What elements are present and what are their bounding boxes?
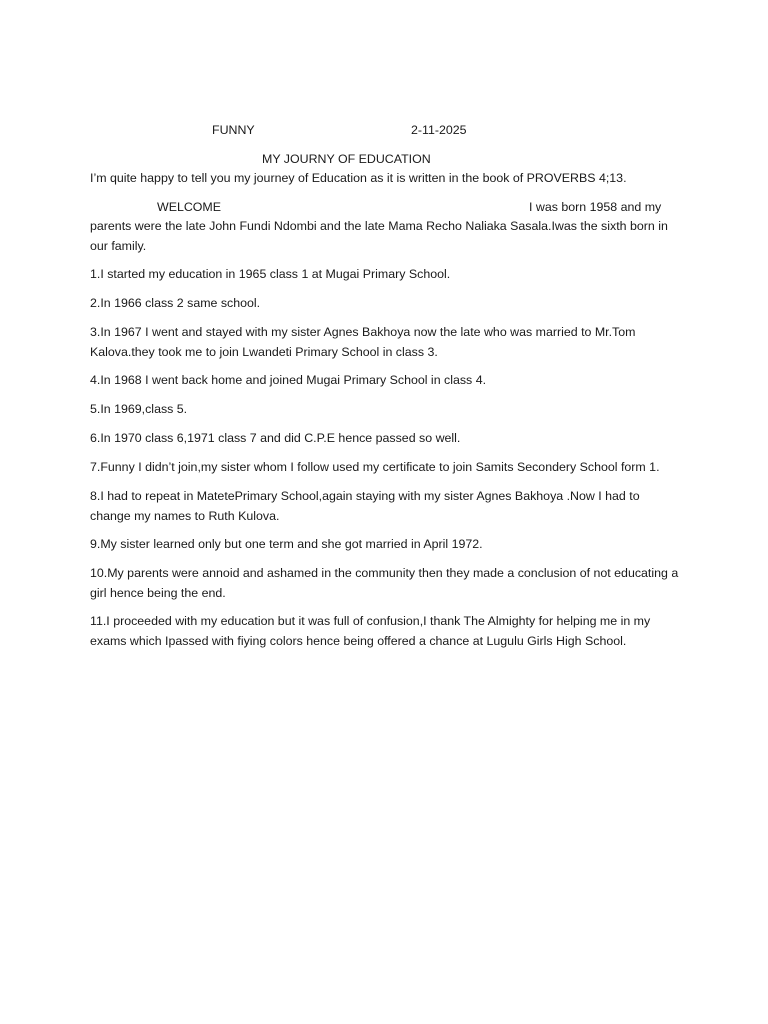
intro-paragraph: I’m quite happy to tell you my journey of Education as it is written in the book of PROVERBS 4;13.: [90, 171, 627, 185]
document-date: 2-11-2025: [411, 123, 467, 137]
welcome-label: WELCOME: [157, 200, 222, 214]
birth-text-continuation: parents were the late John Fundi Ndombi and the late Mama Recho Naliaka Sasala.Iwas the sixth born in our family.: [90, 219, 668, 253]
list-item: 1.I started my education in 1965 class 1 at Mugai Primary School.: [90, 267, 451, 281]
list-item: 7.Funny I didn’t join,my sister whom I follow used my certificate to join Samits Secondery School form 1.: [90, 460, 660, 474]
list-item: 6.In 1970 class 6,1971 class 7 and did C.P.E hence passed so well.: [90, 431, 461, 445]
document-title: MY JOURNY OF EDUCATION: [262, 152, 431, 166]
list-item: 5.In 1969,class 5.: [90, 402, 188, 416]
birth-text-start: I was born 1958 and my: [529, 200, 662, 214]
list-item: 11.I proceeded with my education but it was full of confusion,I thank The Almighty for helping me in my exams which Ipassed with fiying colors hence being offered a chance at Lugulu Girls High School.: [90, 614, 651, 648]
list-item: 8.I had to repeat in MatetePrimary School,again staying with my sister Agnes Bakhoya .Now I had to change my names to Ruth Kulova.: [90, 489, 640, 523]
list-item: 3.In 1967 I went and stayed with my sister Agnes Bakhoya now the late who was married to Mr.Tom Kalova.they took me to join Lwandeti Primary School in class 3.: [90, 325, 636, 359]
list-item: 2.In 1966 class 2 same school.: [90, 296, 261, 310]
author-name: FUNNY: [212, 123, 255, 137]
list-item: 10.My parents were annoid and ashamed in the community then they made a conclusion of not educating a girl hence being the end.: [90, 566, 679, 600]
list-item: 4.In 1968 I went back home and joined Mugai Primary School in class 4.: [90, 373, 487, 387]
list-item: 9.My sister learned only but one term and she got married in April 1972.: [90, 537, 483, 551]
